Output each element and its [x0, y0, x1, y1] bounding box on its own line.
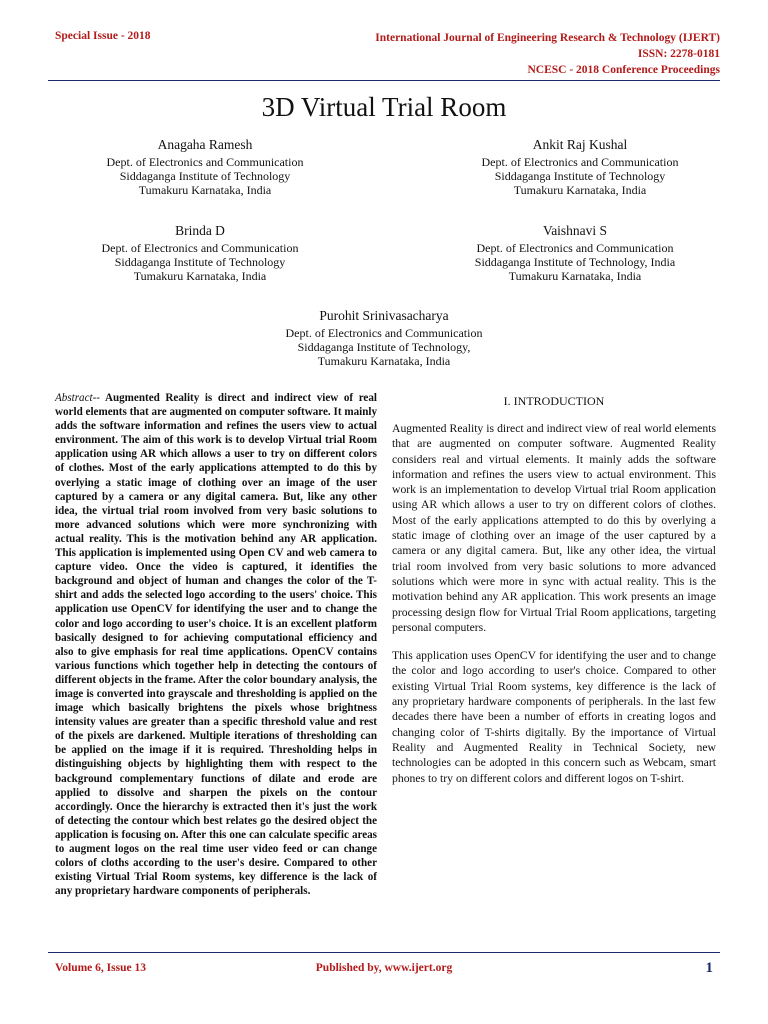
author-location: Tumakuru Karnataka, India — [317, 354, 451, 368]
author-dept: Dept. of Electronics and Communication — [481, 155, 679, 169]
author-location: Tumakuru Karnataka, India — [138, 183, 272, 197]
journal-header — [300, 30, 720, 78]
author-name: Ankit Raj Kushal — [532, 137, 628, 152]
conference-proceedings: NCESC - 2018 Conference Proceedings — [527, 64, 720, 76]
author-institute: Siddaganga Institute of Technology — [119, 169, 291, 183]
author-block — [70, 224, 330, 283]
author-dept: Dept. of Electronics and Communication — [285, 326, 483, 340]
paper-title: 3D Virtual Trial Room — [261, 92, 507, 122]
author-location: Tumakuru Karnataka, India — [133, 269, 267, 283]
author-institute: Siddaganga Institute of Technology, — [297, 340, 471, 354]
author-block — [450, 138, 710, 197]
section-heading: I. INTRODUCTION — [503, 394, 605, 408]
intro-paragraph: Augmented Reality is direct and indirect view of real world elements that are augmented on computer software. Augmented Reality considers real and virtual elements. It mainly adds the software information and refines the users view to actual environment. This work is an implementation to develop Virtual trial Room application using AR which allows a user to try on different colors of clothes. Most of the early applications attempted to do this by overlying a static image of clothing over an image of the user captured by a camera or any digital camera. But, like any other idea, the virtual trial room involved from very basic solutions to more advanced solutions which were more in sync with actual reality. This is the motivation behind any AR application. This work presents an image processing design flow for Virtual Trial Room applications, targeting personal computers. — [392, 422, 716, 634]
author-name: Anagaha Ramesh — [157, 137, 253, 152]
author-institute: Siddaganga Institute of Technology — [114, 255, 286, 269]
author-location: Tumakuru Karnataka, India — [513, 183, 647, 197]
author-name: Vaishnavi S — [542, 223, 608, 238]
author-dept: Dept. of Electronics and Communication — [106, 155, 304, 169]
introduction — [392, 421, 716, 799]
publisher-link[interactable]: Published by, www.ijert.org — [315, 962, 453, 974]
author-name: Purohit Srinivasacharya — [319, 308, 449, 323]
page-number: 1 — [705, 960, 713, 976]
journal-name: International Journal of Engineering Research & Technology (IJERT) — [375, 32, 720, 44]
volume-issue: Volume 6, Issue 13 — [55, 962, 146, 974]
abstract — [55, 391, 377, 898]
author-institute: Siddaganga Institute of Technology, India — [474, 255, 676, 269]
abstract-lead: Abstract-- — [55, 392, 100, 404]
header-divider — [48, 80, 720, 81]
author-dept: Dept. of Electronics and Communication — [476, 241, 674, 255]
author-block — [70, 138, 340, 197]
author-dept: Dept. of Electronics and Communication — [101, 241, 299, 255]
special-issue-label: Special Issue - 2018 — [55, 30, 151, 42]
author-location: Tumakuru Karnataka, India — [508, 269, 642, 283]
author-block — [234, 309, 534, 368]
author-block — [440, 224, 710, 283]
intro-paragraph: This application uses OpenCV for identifying the user and to change the color and logo according to user's choice. Compared to other existing Virtual Trial Room systems, key difference is the lack of any proprietary hardware components of peripherals. In the last few decades there have been a number of efforts in creating logos and changing color of T-shirts digitally. By the importance of Virtual Reality and Augmented Reality in Technical Society, new technologies can be adopted in this concern such as Webcam, smart phones to try on different colors and different logos on T-shirt. — [392, 649, 716, 785]
issn: ISSN: 2278-0181 — [637, 48, 720, 60]
footer-divider — [48, 952, 720, 953]
author-name: Brinda D — [175, 223, 225, 238]
author-institute: Siddaganga Institute of Technology — [494, 169, 666, 183]
abstract-text: Augmented Reality is direct and indirect view of real world elements that are augmented on computer software. It mainly adds the software information and refines the users view to actual environment. The aim of this work is to develop Virtual trial Room application using AR which allows a user to try on different colors of clothes. Most of the early applications attempted to do this by overlying a static image of clothing over an image of the user captured by a camera or any digital camera. But, like any other idea, the virtual trial room involved from very basic solutions to more advanced solutions which were more synchronizing with actual reality. This is the motivation behind any AR application. This application is implemented using Open CV and web camera to capture video. Once the video is captured, it identifies the background and object of human and changes the color of the T-shirt and adds the selected logo according to the users' choice. This application use OpenCV for identifying the user and to change the color and logo according to user's choice. It is an excellent platform basically designed to for achieving computational efficiency and also to give emphasis for real time applications. OpenCV contains various functions which together help in detecting the contours of different objects in the frame. After the color boundary analysis, the image is converted into grayscale and thresholding is applied on the image which basically brightens the pixels whose brightness intensity values are greater than a specific threshold value and rest of the pixels are darkened. Multiple iterations of thresholding can be applied on the image if it is required. Thresholding helps in distinguishing objects by highlighting them with respect to the background complementary functions of dilate and erode are applied to dissolve and sharpen the pixels on the contour accordingly. Once the hierarchy is extracted then it's just the work of detecting the contour which best relates go the desired object the application is focusing on. After this one can calculate specific areas to augment logos on the real time user video feed or can change colors of cloths according to the user's desire. Compared to other existing Virtual Trial Room systems, key difference is the lack of any proprietary hardware components of peripherals. — [55, 392, 377, 898]
